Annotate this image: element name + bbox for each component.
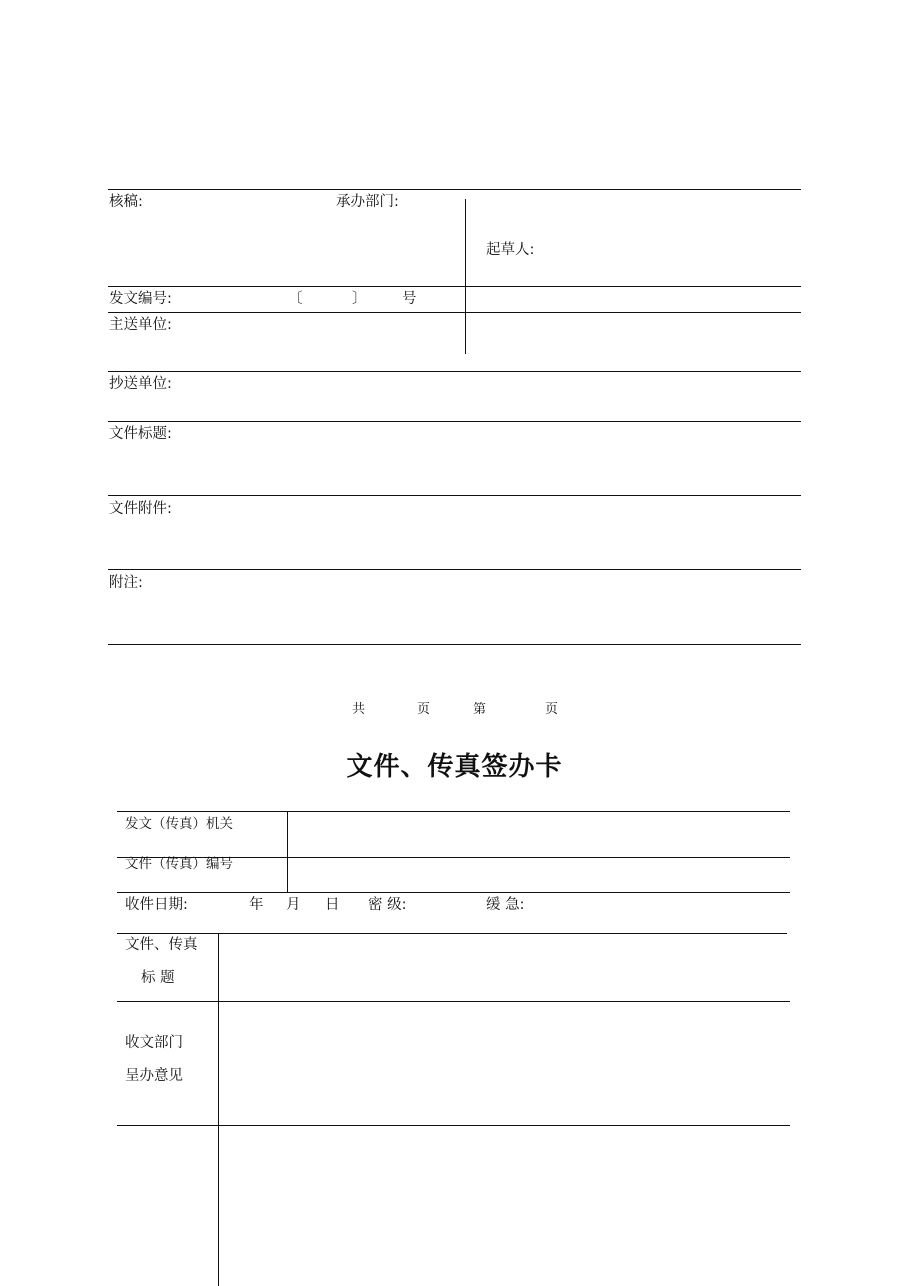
form1-center-divider [465, 199, 466, 354]
form2-upper-divider [287, 811, 288, 893]
form2-title: 文件、传真签办卡 [346, 752, 563, 782]
urgency-label: 缓 急: [486, 897, 525, 913]
form1-bottom-rule [108, 644, 801, 645]
pager-page-suffix: 页 [545, 702, 559, 717]
form1-rule-title-top [108, 421, 801, 422]
title-label-line1: 文件、传真 [125, 937, 198, 953]
sender-org-label: 发文（传真）机关 [125, 816, 233, 832]
opinion-label-line1: 收文部门 [125, 1035, 183, 1051]
bracket-open: 〔 [288, 291, 303, 307]
pager-total-suffix: 页 [417, 702, 431, 717]
drafter-label: 起草人: [486, 242, 535, 258]
doc-number-label: 发文编号: [109, 291, 172, 307]
form1-rule-attachment-top [108, 495, 801, 496]
pager-page-prefix: 第 [473, 702, 487, 717]
secret-label: 密 级: [368, 897, 407, 913]
form2-rule-date-top [117, 892, 790, 893]
year-label: 年 [249, 897, 264, 913]
dept-label: 承办部门: [336, 194, 399, 210]
doc-number-label-2: 文件（传真）编号 [125, 856, 233, 872]
opinion-label-line2: 呈办意见 [125, 1068, 183, 1084]
cc-label: 抄送单位: [109, 376, 172, 392]
bracket-close: 〕 [352, 291, 367, 307]
form2-rule-lower-top [117, 1125, 790, 1126]
form2-top-rule [117, 811, 790, 812]
number-suffix: 号 [402, 291, 417, 307]
receive-date-label: 收件日期: [125, 897, 188, 913]
form1-top-rule [108, 189, 801, 190]
form1-rule-recipient-top [108, 312, 801, 313]
day-label: 日 [325, 897, 340, 913]
doc-title-label: 文件标题: [109, 426, 172, 442]
attachment-label: 文件附件: [109, 501, 172, 517]
form2-lower-divider [218, 933, 219, 1286]
form1-rule-cc-top [108, 371, 801, 372]
pager-total-prefix: 共 [352, 702, 366, 717]
month-label: 月 [286, 897, 301, 913]
note-label: 附注: [109, 575, 143, 591]
review-label: 核稿: [109, 194, 143, 210]
form1-rule-number-top [108, 286, 801, 287]
main-recipient-label: 主送单位: [109, 317, 172, 333]
title-label-line2: 标 题 [141, 970, 175, 986]
form2-rule-opinion-top [117, 1001, 790, 1002]
form1-rule-note-top [108, 569, 801, 570]
